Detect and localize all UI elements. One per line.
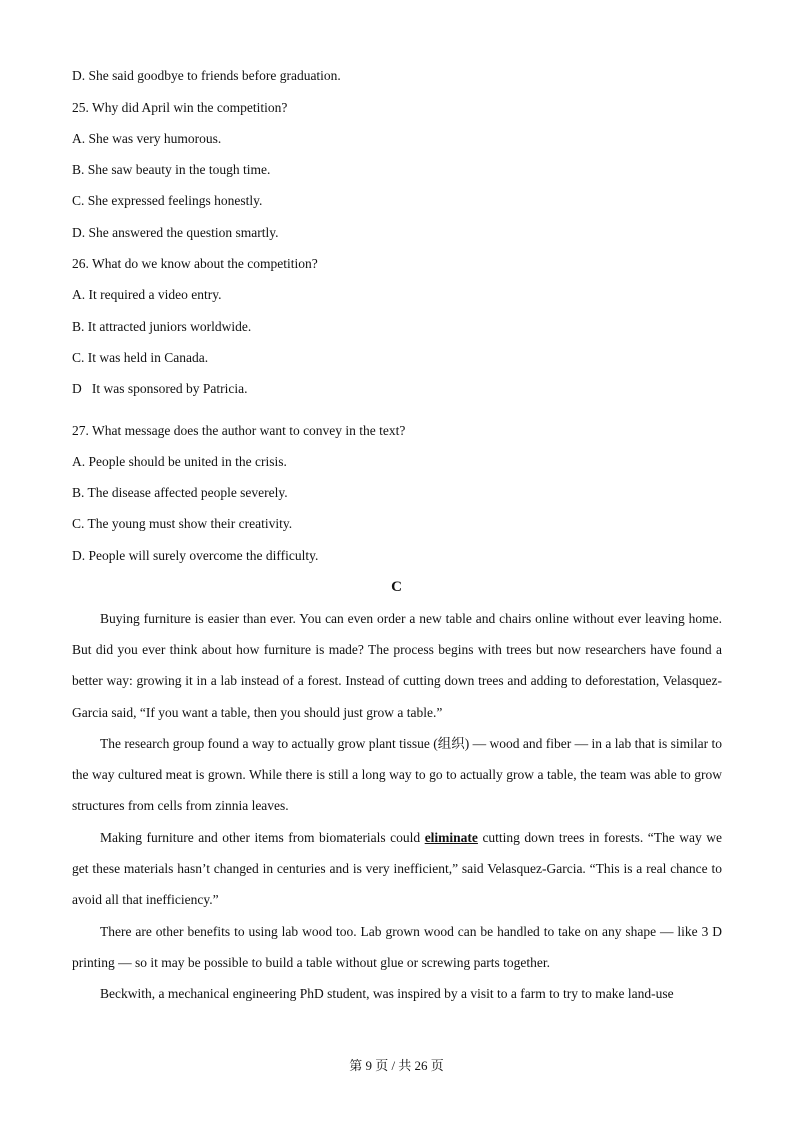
question-24-option-d: D. She said goodbye to friends before graduation. [72, 68, 341, 83]
section-heading: C [391, 579, 402, 595]
page-footer: 第 9 页 / 共 26 页 [349, 1058, 444, 1073]
question-27-option-c: C. The young must show their creativity. [72, 516, 293, 531]
passage-paragraph-3 [72, 822, 722, 916]
question-25-option-a: A. She was very humorous. [72, 131, 222, 146]
question-25-option-c: C. She expressed feelings honestly. [72, 193, 263, 208]
passage-paragraph-1: Buying furniture is easier than ever. You can even order a new table and chairs online without ever leaving home. But did you ever think about how furniture is made? The process begins with trees but now researchers have found a better way: growing it in a lab instead of a forest. Instead of cutting down trees and adding to deforestation, Velasquez-Garcia said, “If you want a table, then you should just grow a table.” [72, 611, 722, 720]
passage-paragraph-2: The research group found a way to actually grow plant tissue (组织) — wood and fiber — in a lab that is similar to the way cultured meat is grown. While there is still a long way to go to actually grow a table, the team was able to grow structures from cells from zinnia leaves. [72, 736, 722, 814]
question-27-option-d: D. People will surely overcome the difficulty. [72, 548, 319, 563]
question-26-stem: 26. What do we know about the competition? [72, 256, 318, 271]
question-27-stem: 27. What message does the author want to convey in the text? [72, 423, 406, 438]
paragraph-3-text-after: cutting down trees in forests. “The way we get these materials hasn’t changed in centuries and is very inefficient,” said Velasquez-Garcia. “This is a real chance to avoid all that inefficiency.” [72, 830, 723, 908]
question-26-option-c: C. It was held in Canada. [72, 350, 209, 365]
passage-paragraph-5: Beckwith, a mechanical engineering PhD student, was inspired by a visit to a farm to try to make land-use [100, 986, 674, 1001]
question-25-option-b: B. She saw beauty in the tough time. [72, 162, 271, 177]
highlighted-keyword: eliminate [424, 830, 478, 845]
question-25-option-d: D. She answered the question smartly. [72, 225, 279, 240]
question-25-stem: 25. Why did April win the competition? [72, 100, 288, 115]
paragraph-3-text-before: Making furniture and other items from biomaterials could [100, 830, 425, 845]
question-26-option-d: D It was sponsored by Patricia. [72, 381, 248, 396]
question-27-option-b: B. The disease affected people severely. [72, 485, 288, 500]
question-27-option-a: A. People should be united in the crisis. [72, 454, 287, 469]
passage-paragraph-4: There are other benefits to using lab wood too. Lab grown wood can be handled to take on any shape — like 3 D printing — so it may be possible to build a table without glue or screwing parts together. [72, 924, 722, 971]
question-26-option-a: A. It required a video entry. [72, 287, 222, 302]
question-26-option-b: B. It attracted juniors worldwide. [72, 319, 252, 334]
